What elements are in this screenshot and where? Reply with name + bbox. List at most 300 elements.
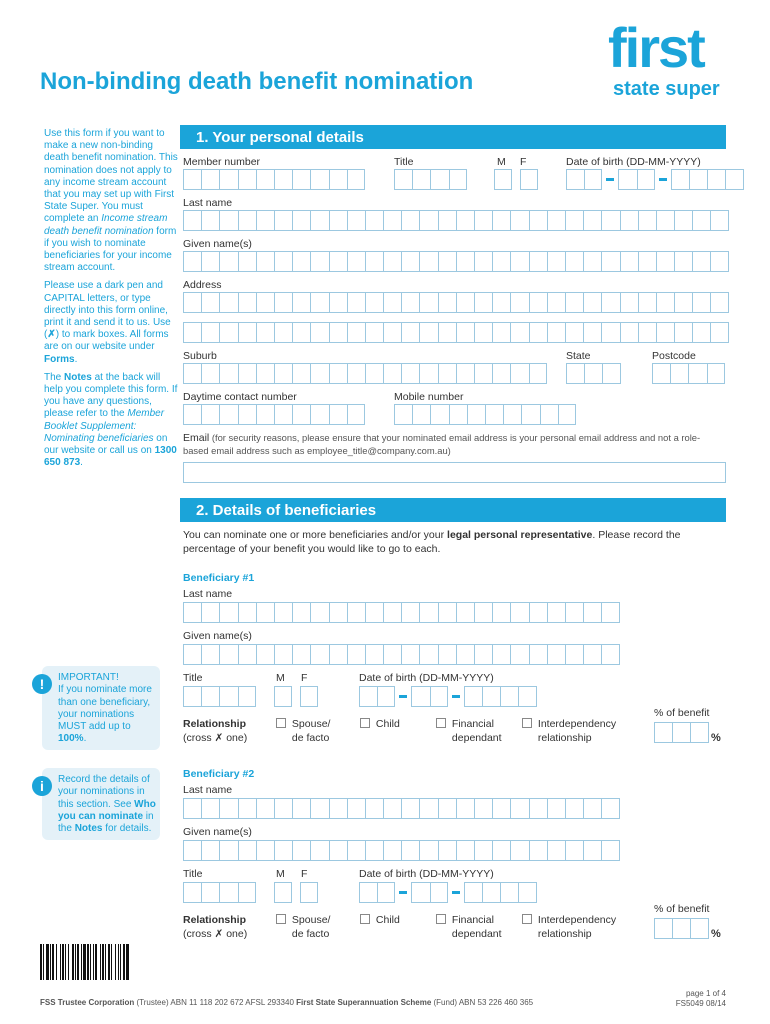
input-cell[interactable] <box>383 840 401 861</box>
input-cell[interactable] <box>565 644 583 665</box>
input-cell[interactable] <box>438 644 456 665</box>
input-cell[interactable] <box>672 918 690 939</box>
input-cell[interactable] <box>438 602 456 623</box>
input-cell[interactable] <box>637 169 655 190</box>
input-cell[interactable] <box>656 251 674 272</box>
input-cell[interactable] <box>219 292 237 313</box>
input-cell[interactable] <box>500 882 518 903</box>
beneficiary-title-input[interactable] <box>183 686 256 707</box>
input-cell[interactable] <box>430 169 448 190</box>
input-cell[interactable] <box>310 210 328 231</box>
spouse-checkbox[interactable] <box>276 914 286 924</box>
input-cell[interactable] <box>201 840 219 861</box>
mobile-number-input[interactable] <box>394 404 576 425</box>
input-cell[interactable] <box>456 292 474 313</box>
input-cell[interactable] <box>238 292 256 313</box>
input-cell[interactable] <box>183 644 201 665</box>
input-cell[interactable] <box>219 251 237 272</box>
input-cell[interactable] <box>201 798 219 819</box>
input-cell[interactable] <box>670 363 688 384</box>
input-cell[interactable] <box>456 322 474 343</box>
input-cell[interactable] <box>347 251 365 272</box>
input-cell[interactable] <box>383 644 401 665</box>
input-cell[interactable] <box>347 404 365 425</box>
input-cell[interactable] <box>485 404 503 425</box>
input-cell[interactable] <box>474 644 492 665</box>
address-line-1-input[interactable] <box>183 292 729 313</box>
input-cell[interactable] <box>310 363 328 384</box>
input-cell[interactable] <box>620 210 638 231</box>
input-cell[interactable] <box>584 363 602 384</box>
input-cell[interactable] <box>347 169 365 190</box>
input-cell[interactable] <box>652 363 670 384</box>
input-cell[interactable] <box>256 404 274 425</box>
input-cell[interactable] <box>274 644 292 665</box>
option-financial-dependant[interactable]: Financial dependant <box>436 718 502 745</box>
input-cell[interactable] <box>347 840 365 861</box>
input-cell[interactable] <box>689 169 707 190</box>
input-cell[interactable] <box>274 798 292 819</box>
given-names-input[interactable] <box>183 251 729 272</box>
input-cell[interactable] <box>383 798 401 819</box>
beneficiary-m-checkbox[interactable] <box>274 686 292 707</box>
dob-input[interactable] <box>566 169 744 190</box>
input-cell[interactable] <box>540 404 558 425</box>
input-cell[interactable] <box>201 882 219 903</box>
input-cell[interactable] <box>183 686 201 707</box>
input-cell[interactable] <box>329 292 347 313</box>
input-cell[interactable] <box>547 292 565 313</box>
financial-dependant-checkbox[interactable] <box>436 914 446 924</box>
input-cell[interactable] <box>510 251 528 272</box>
input-cell[interactable] <box>329 602 347 623</box>
option-spouse[interactable]: Spouse/ de facto <box>276 718 330 745</box>
input-cell[interactable] <box>274 404 292 425</box>
input-cell[interactable] <box>638 251 656 272</box>
input-cell[interactable] <box>566 363 584 384</box>
input-cell[interactable] <box>274 322 292 343</box>
input-cell[interactable] <box>201 686 219 707</box>
input-cell[interactable] <box>419 644 437 665</box>
beneficiary-dob-input[interactable] <box>359 882 537 903</box>
input-cell[interactable] <box>474 322 492 343</box>
input-cell[interactable] <box>238 686 256 707</box>
percent-benefit-input[interactable] <box>654 918 709 939</box>
input-cell[interactable] <box>401 840 419 861</box>
input-cell[interactable] <box>310 169 328 190</box>
input-cell[interactable] <box>359 686 377 707</box>
beneficiary-given-names-input[interactable] <box>183 644 620 665</box>
input-cell[interactable] <box>547 644 565 665</box>
input-cell[interactable] <box>638 322 656 343</box>
input-cell[interactable] <box>329 644 347 665</box>
input-cell[interactable] <box>492 644 510 665</box>
input-cell[interactable] <box>500 686 518 707</box>
input-cell[interactable] <box>310 840 328 861</box>
beneficiary-title-input[interactable] <box>183 882 256 903</box>
input-cell[interactable] <box>365 322 383 343</box>
input-cell[interactable] <box>464 686 482 707</box>
input-cell[interactable] <box>492 251 510 272</box>
input-cell[interactable] <box>201 251 219 272</box>
input-cell[interactable] <box>464 882 482 903</box>
input-cell[interactable] <box>310 798 328 819</box>
input-cell[interactable] <box>383 210 401 231</box>
input-cell[interactable] <box>467 404 485 425</box>
input-cell[interactable] <box>292 404 310 425</box>
input-cell[interactable] <box>654 722 672 743</box>
input-cell[interactable] <box>183 363 201 384</box>
input-cell[interactable] <box>377 882 395 903</box>
input-cell[interactable] <box>529 644 547 665</box>
postcode-input[interactable] <box>652 363 725 384</box>
dob-group[interactable] <box>359 882 395 903</box>
input-cell[interactable] <box>347 210 365 231</box>
input-cell[interactable] <box>449 404 467 425</box>
input-cell[interactable] <box>256 644 274 665</box>
input-cell[interactable] <box>456 840 474 861</box>
input-cell[interactable] <box>201 292 219 313</box>
input-cell[interactable] <box>347 322 365 343</box>
spouse-checkbox[interactable] <box>276 718 286 728</box>
input-cell[interactable] <box>583 251 601 272</box>
input-cell[interactable] <box>449 169 467 190</box>
input-cell[interactable] <box>347 292 365 313</box>
input-cell[interactable] <box>274 602 292 623</box>
input-cell[interactable] <box>292 251 310 272</box>
input-cell[interactable] <box>674 210 692 231</box>
input-cell[interactable] <box>183 169 201 190</box>
input-cell[interactable] <box>329 840 347 861</box>
input-cell[interactable] <box>419 251 437 272</box>
input-cell[interactable] <box>601 251 619 272</box>
input-cell[interactable] <box>365 292 383 313</box>
input-cell[interactable] <box>310 292 328 313</box>
input-cell[interactable] <box>419 363 437 384</box>
input-cell[interactable] <box>183 292 201 313</box>
input-cell[interactable] <box>238 882 256 903</box>
input-cell[interactable] <box>474 798 492 819</box>
input-cell[interactable] <box>618 169 636 190</box>
input-cell[interactable] <box>601 210 619 231</box>
input-cell[interactable] <box>438 210 456 231</box>
child-checkbox[interactable] <box>360 718 370 728</box>
member-number-input[interactable] <box>183 169 365 190</box>
input-cell[interactable] <box>456 363 474 384</box>
input-cell[interactable] <box>492 840 510 861</box>
input-cell[interactable] <box>674 292 692 313</box>
input-cell[interactable] <box>529 798 547 819</box>
input-cell[interactable] <box>688 363 706 384</box>
input-cell[interactable] <box>430 686 448 707</box>
input-cell[interactable] <box>529 251 547 272</box>
input-cell[interactable] <box>518 686 536 707</box>
input-cell[interactable] <box>638 292 656 313</box>
input-cell[interactable] <box>583 322 601 343</box>
input-cell[interactable] <box>656 322 674 343</box>
input-cell[interactable] <box>438 798 456 819</box>
input-cell[interactable] <box>565 210 583 231</box>
input-cell[interactable] <box>274 251 292 272</box>
input-cell[interactable] <box>565 602 583 623</box>
input-cell[interactable] <box>583 292 601 313</box>
input-cell[interactable] <box>274 169 292 190</box>
input-cell[interactable] <box>401 292 419 313</box>
input-cell[interactable] <box>456 251 474 272</box>
input-cell[interactable] <box>565 292 583 313</box>
input-cell[interactable] <box>492 798 510 819</box>
input-cell[interactable] <box>219 602 237 623</box>
input-cell[interactable] <box>419 798 437 819</box>
input-cell[interactable] <box>547 798 565 819</box>
interdependency-checkbox[interactable] <box>522 718 532 728</box>
input-cell[interactable] <box>365 644 383 665</box>
input-cell[interactable] <box>710 322 728 343</box>
input-cell[interactable] <box>183 798 201 819</box>
input-cell[interactable] <box>238 840 256 861</box>
beneficiary-last-name-input[interactable] <box>183 798 620 819</box>
input-cell[interactable] <box>583 840 601 861</box>
input-cell[interactable] <box>256 840 274 861</box>
input-cell[interactable] <box>219 363 237 384</box>
input-cell[interactable] <box>401 251 419 272</box>
input-cell[interactable] <box>510 322 528 343</box>
address-line-2-input[interactable] <box>183 322 729 343</box>
input-cell[interactable] <box>219 404 237 425</box>
input-cell[interactable] <box>510 602 528 623</box>
input-cell[interactable] <box>482 882 500 903</box>
input-cell[interactable] <box>510 840 528 861</box>
input-cell[interactable] <box>329 798 347 819</box>
input-cell[interactable] <box>219 210 237 231</box>
input-cell[interactable] <box>238 644 256 665</box>
input-cell[interactable] <box>583 798 601 819</box>
input-cell[interactable] <box>274 363 292 384</box>
input-cell[interactable] <box>383 363 401 384</box>
input-cell[interactable] <box>292 840 310 861</box>
financial-dependant-checkbox[interactable] <box>436 718 446 728</box>
input-cell[interactable] <box>419 292 437 313</box>
input-cell[interactable] <box>183 210 201 231</box>
input-cell[interactable] <box>256 210 274 231</box>
input-cell[interactable] <box>219 644 237 665</box>
input-cell[interactable] <box>383 322 401 343</box>
input-cell[interactable] <box>394 404 412 425</box>
input-cell[interactable] <box>401 644 419 665</box>
option-spouse[interactable]: Spouse/ de facto <box>276 914 330 941</box>
input-cell[interactable] <box>529 292 547 313</box>
input-cell[interactable] <box>565 322 583 343</box>
input-cell[interactable] <box>238 169 256 190</box>
input-cell[interactable] <box>292 210 310 231</box>
input-cell[interactable] <box>310 251 328 272</box>
dob-group[interactable] <box>411 882 447 903</box>
input-cell[interactable] <box>401 602 419 623</box>
input-cell[interactable] <box>401 363 419 384</box>
gender-f-checkbox[interactable] <box>520 169 538 190</box>
input-cell[interactable] <box>201 363 219 384</box>
dob-group[interactable] <box>566 169 602 190</box>
input-cell[interactable] <box>438 363 456 384</box>
beneficiary-dob-input[interactable] <box>359 686 537 707</box>
input-cell[interactable] <box>529 363 547 384</box>
interdependency-checkbox[interactable] <box>522 914 532 924</box>
input-cell[interactable] <box>690 722 708 743</box>
input-cell[interactable] <box>219 322 237 343</box>
input-cell[interactable] <box>674 251 692 272</box>
input-cell[interactable] <box>671 169 689 190</box>
title-input[interactable] <box>394 169 467 190</box>
dob-group[interactable] <box>359 686 395 707</box>
input-cell[interactable] <box>219 840 237 861</box>
input-cell[interactable] <box>430 404 448 425</box>
input-cell[interactable] <box>620 251 638 272</box>
input-cell[interactable] <box>565 251 583 272</box>
input-cell[interactable] <box>329 363 347 384</box>
child-checkbox[interactable] <box>360 914 370 924</box>
input-cell[interactable] <box>710 292 728 313</box>
input-cell[interactable] <box>707 363 725 384</box>
input-cell[interactable] <box>201 210 219 231</box>
option-interdependency[interactable]: Interdependency relationship <box>522 914 616 941</box>
input-cell[interactable] <box>329 322 347 343</box>
input-cell[interactable] <box>412 169 430 190</box>
beneficiary-f-checkbox[interactable] <box>300 882 318 903</box>
last-name-input[interactable] <box>183 210 729 231</box>
input-cell[interactable] <box>183 602 201 623</box>
input-cell[interactable] <box>438 292 456 313</box>
input-cell[interactable] <box>601 644 619 665</box>
input-cell[interactable] <box>329 251 347 272</box>
input-cell[interactable] <box>292 169 310 190</box>
input-cell[interactable] <box>547 210 565 231</box>
dob-group[interactable] <box>618 169 654 190</box>
input-cell[interactable] <box>256 798 274 819</box>
input-cell[interactable] <box>219 686 237 707</box>
beneficiary-last-name-input[interactable] <box>183 602 620 623</box>
input-cell[interactable] <box>365 798 383 819</box>
input-cell[interactable] <box>510 644 528 665</box>
dob-group[interactable] <box>464 686 537 707</box>
beneficiary-given-names-input[interactable] <box>183 840 620 861</box>
input-cell[interactable] <box>238 210 256 231</box>
input-cell[interactable] <box>492 322 510 343</box>
input-cell[interactable] <box>584 169 602 190</box>
input-cell[interactable] <box>430 882 448 903</box>
input-cell[interactable] <box>482 686 500 707</box>
input-cell[interactable] <box>474 251 492 272</box>
input-cell[interactable] <box>419 602 437 623</box>
input-cell[interactable] <box>492 210 510 231</box>
input-cell[interactable] <box>620 292 638 313</box>
input-cell[interactable] <box>601 292 619 313</box>
input-cell[interactable] <box>183 882 201 903</box>
input-cell[interactable] <box>365 363 383 384</box>
input-cell[interactable] <box>183 322 201 343</box>
input-cell[interactable] <box>503 404 521 425</box>
input-cell[interactable] <box>292 602 310 623</box>
option-child[interactable]: Child <box>360 914 400 926</box>
input-cell[interactable] <box>474 210 492 231</box>
input-cell[interactable] <box>474 840 492 861</box>
input-cell[interactable] <box>583 210 601 231</box>
input-cell[interactable] <box>201 169 219 190</box>
input-cell[interactable] <box>329 404 347 425</box>
input-cell[interactable] <box>256 322 274 343</box>
input-cell[interactable] <box>492 602 510 623</box>
option-child[interactable]: Child <box>360 718 400 730</box>
input-cell[interactable] <box>419 840 437 861</box>
input-cell[interactable] <box>238 251 256 272</box>
input-cell[interactable] <box>565 840 583 861</box>
input-cell[interactable] <box>292 644 310 665</box>
input-cell[interactable] <box>383 602 401 623</box>
input-cell[interactable] <box>510 210 528 231</box>
input-cell[interactable] <box>329 169 347 190</box>
input-cell[interactable] <box>638 210 656 231</box>
input-cell[interactable] <box>692 210 710 231</box>
input-cell[interactable] <box>383 292 401 313</box>
dob-group[interactable] <box>464 882 537 903</box>
input-cell[interactable] <box>292 363 310 384</box>
input-cell[interactable] <box>474 363 492 384</box>
input-cell[interactable] <box>411 686 429 707</box>
input-cell[interactable] <box>674 322 692 343</box>
input-cell[interactable] <box>238 404 256 425</box>
input-cell[interactable] <box>412 404 430 425</box>
input-cell[interactable] <box>547 602 565 623</box>
input-cell[interactable] <box>529 210 547 231</box>
input-cell[interactable] <box>656 292 674 313</box>
input-cell[interactable] <box>565 798 583 819</box>
input-cell[interactable] <box>310 322 328 343</box>
input-cell[interactable] <box>419 210 437 231</box>
beneficiary-f-checkbox[interactable] <box>300 686 318 707</box>
input-cell[interactable] <box>438 251 456 272</box>
input-cell[interactable] <box>274 292 292 313</box>
input-cell[interactable] <box>601 798 619 819</box>
suburb-input[interactable] <box>183 363 547 384</box>
input-cell[interactable] <box>529 602 547 623</box>
input-cell[interactable] <box>365 602 383 623</box>
input-cell[interactable] <box>365 210 383 231</box>
input-cell[interactable] <box>602 363 620 384</box>
input-cell[interactable] <box>365 840 383 861</box>
input-cell[interactable] <box>692 322 710 343</box>
input-cell[interactable] <box>347 363 365 384</box>
input-cell[interactable] <box>347 602 365 623</box>
input-cell[interactable] <box>238 322 256 343</box>
input-cell[interactable] <box>292 292 310 313</box>
gender-m-checkbox[interactable] <box>494 169 512 190</box>
input-cell[interactable] <box>547 251 565 272</box>
input-cell[interactable] <box>256 363 274 384</box>
input-cell[interactable] <box>274 210 292 231</box>
dob-group[interactable] <box>411 686 447 707</box>
input-cell[interactable] <box>256 251 274 272</box>
input-cell[interactable] <box>583 644 601 665</box>
input-cell[interactable] <box>365 251 383 272</box>
input-cell[interactable] <box>238 602 256 623</box>
input-cell[interactable] <box>310 644 328 665</box>
input-cell[interactable] <box>690 918 708 939</box>
input-cell[interactable] <box>238 798 256 819</box>
input-cell[interactable] <box>256 292 274 313</box>
input-cell[interactable] <box>183 404 201 425</box>
input-cell[interactable] <box>419 322 437 343</box>
email-input[interactable] <box>183 462 726 483</box>
input-cell[interactable] <box>401 210 419 231</box>
